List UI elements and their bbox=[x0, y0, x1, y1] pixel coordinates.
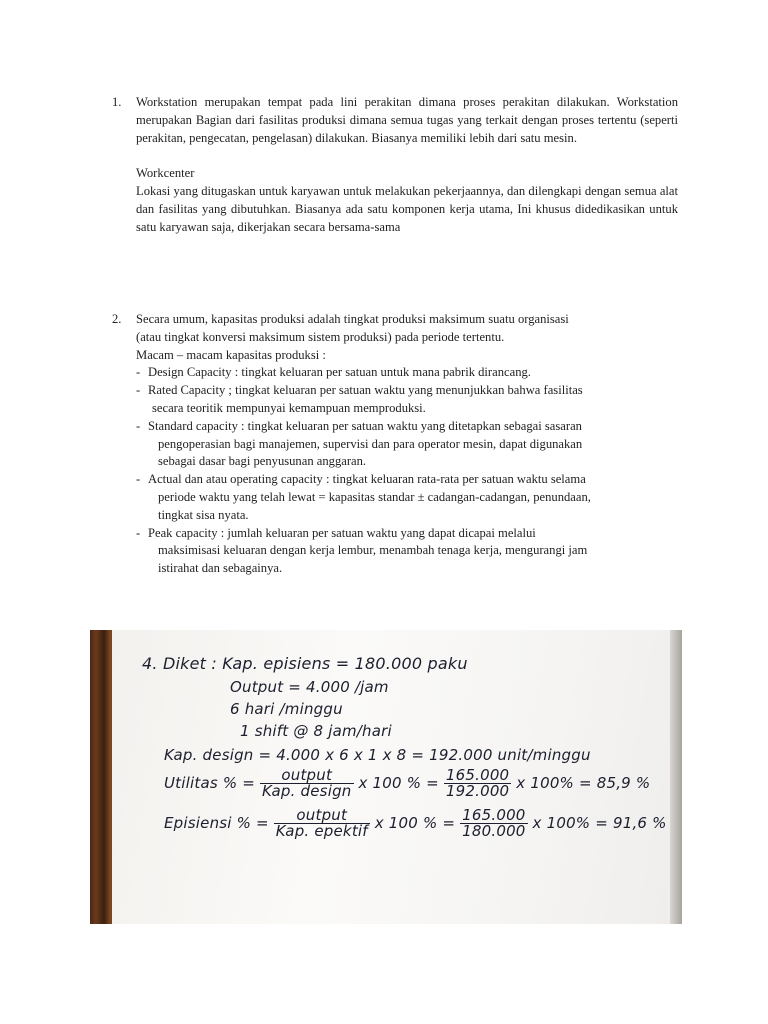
utilitas-fraction-2: $\frac{165.000}{192.000}$ bbox=[445, 766, 510, 800]
question-1 bbox=[112, 94, 678, 236]
episiensi-fraction-2: $\frac{165.000}{180.000}$ bbox=[462, 806, 526, 840]
handwritten-answer-photo bbox=[90, 630, 682, 924]
question-2 bbox=[112, 311, 678, 578]
question-1-number: 1. bbox=[112, 95, 122, 109]
question-2-number: 2. bbox=[112, 312, 122, 326]
workcenter-paragraph: Lokasi yang ditugaskan untuk karyawan untuk melakukan pekerjaannya, dan dilengkapi dengan semua alat dan fasilitas yang dibutuhkan. Biasanya ada satu komponen kerja utama, Ini khusus didedikasikan untuk satu karyawan saja, dikerjakan secara bersama-sama bbox=[136, 183, 678, 234]
hw-given-output: Output = 4.000 /jam bbox=[230, 678, 389, 696]
utilitas-fraction-1: $\frac{\text{output}}{\text{Kap. design}}$ bbox=[261, 766, 352, 800]
hw-given-shift: 1 shift @ 8 jam/hari bbox=[240, 722, 392, 740]
workstation-paragraph: Workstation merupakan tempat pada lini perakitan dimana proses perakitan dilakukan. Workstation merupakan Bagian dari fasilitas produksi dimana semua tugas yang terkait dengan proses tertentu (seperti perakitan, pengecatan, pengelasan) dilakukan. Biasanya memiliki lebih dari satu mesin. bbox=[136, 95, 678, 145]
workcenter-title: Workcenter bbox=[136, 166, 195, 181]
episiensi-fraction-1: $\frac{\text{output}}{\text{Kap. epektif}}$ bbox=[275, 806, 368, 840]
capacity-list bbox=[136, 364, 678, 578]
list-item: - Peak capacity : jumlah keluaran per satuan waktu yang dapat dicapai melalui maksimisasi keluaran dengan kerja lembur, menambah tenaga kerja, mengurangi jam istirahat dan sebagainya. bbox=[136, 525, 588, 576]
intro-line-1: Secara umum, kapasitas produksi adalah tingkat produksi maksimum suatu organisasi bbox=[136, 312, 569, 326]
list-item: - Design Capacity : tingkat keluaran per satuan untuk mana pabrik dirancang. bbox=[136, 365, 531, 380]
hw-episiensi: Episiensi % = $\frac{\text{output}}{\text{Kap. epektif}}$ x 100 % = $\frac{165.000}{180.000}$ x 100% = 91,6 % bbox=[164, 806, 667, 840]
hw-kap-design: Kap. design = 4.000 x 6 x 1 x 8 = 192.000 unit/minggu bbox=[164, 746, 591, 764]
list-item: - Actual dan atau operating capacity : tingkat keluaran rata-rata per satuan waktu selama periode waktu yang telah lewat = kapasitas standar ± cadangan-cadangan, penundaan, tingkat sisa nyata. bbox=[136, 472, 591, 522]
list-item: - Standard capacity : tingkat keluaran per satuan waktu yang ditetapkan sebagai sasaran pengoperasian bagi manajemen, supervisi dan para operator mesin, dapat digunakan sebagai dasar bagi penyusunan anggaran. bbox=[136, 418, 583, 469]
types-title: Macam – macam kapasitas produksi : bbox=[136, 347, 326, 362]
intro-line-2: (atau tingkat konversi maksimum sistem produksi) pada periode tertentu. bbox=[136, 329, 505, 344]
hw-utilitas: Utilitas % = $\frac{\text{output}}{\text{Kap. design}}$ x 100 % = $\frac{165.000}{192.000}$ x 100% = 85,9 % bbox=[164, 766, 651, 800]
list-item: - Rated Capacity ; tingkat keluaran per satuan waktu yang menunjukkan bahwa fasilitas secara teoritik mempunyai kemampuan memproduksi. bbox=[136, 383, 583, 415]
hw-given-days: 6 hari /minggu bbox=[230, 700, 343, 718]
hw-given-kap-episiens: 4. Diket : Kap. episiens = 180.000 paku bbox=[142, 654, 468, 673]
